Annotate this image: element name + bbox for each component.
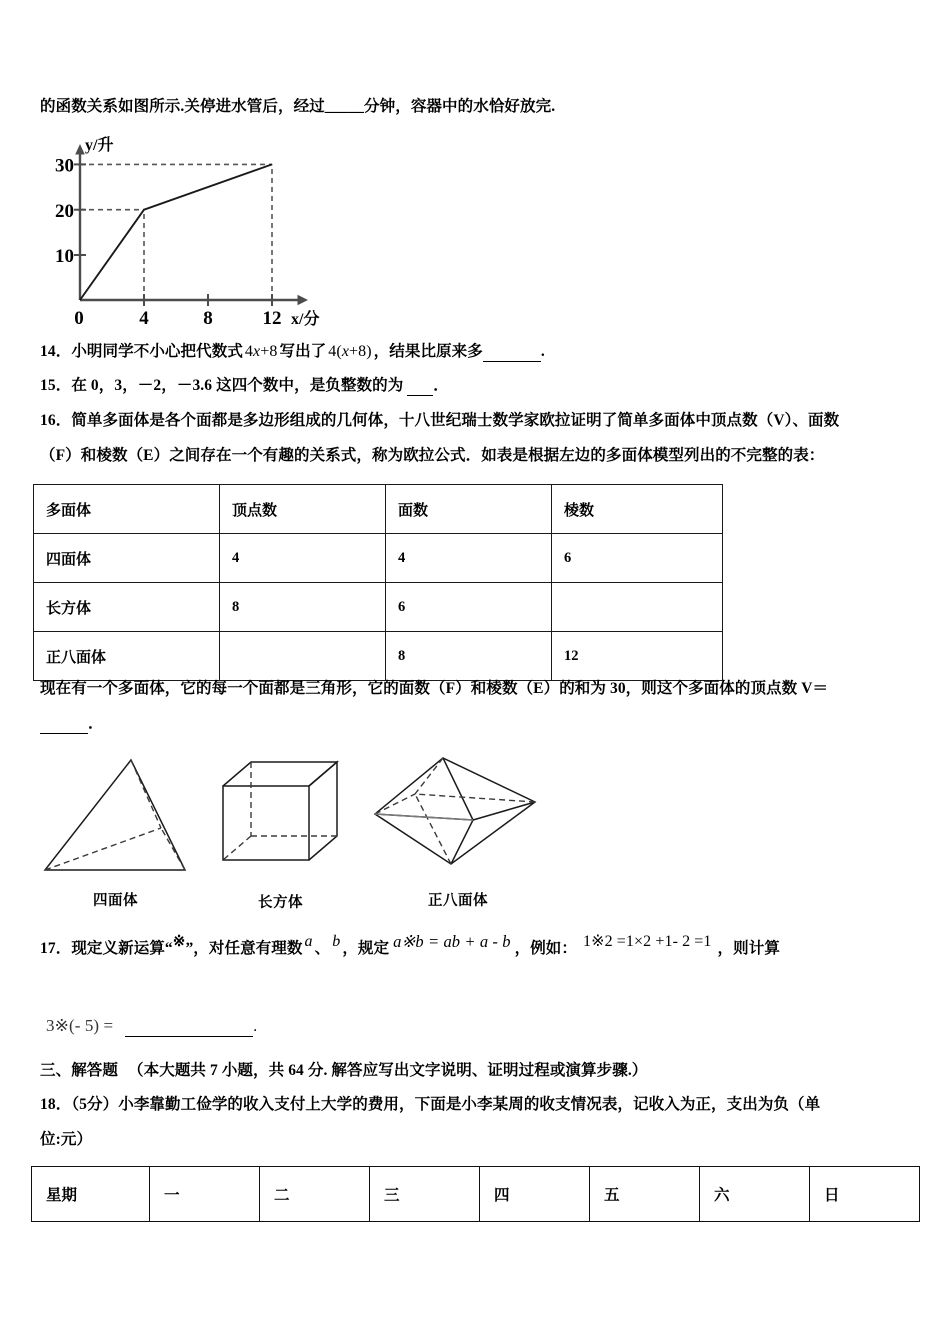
- ytick-30: 30: [55, 155, 74, 177]
- table-row: [34, 583, 723, 632]
- q17-part2: ”，对任意有理数: [185, 940, 303, 957]
- tetrahedron-hidden-edges: [45, 760, 185, 870]
- ytick-20: 20: [55, 200, 74, 222]
- q13-tail-line: [40, 98, 555, 117]
- euler-cell-v-octa[interactable]: [220, 632, 386, 681]
- section3-heading: 三、解答题: [40, 1062, 119, 1079]
- octahedron-equator-edge: [375, 814, 473, 820]
- q17-sep1: 、: [314, 940, 331, 957]
- q18-text-line1: 小李靠勤工俭学的收入支付上大学的费用，下面是小李某周的收支情况表，记收入为正，支出为负（单: [118, 1096, 821, 1113]
- table-row: [34, 632, 723, 681]
- euler-cell-e-cuboid[interactable]: [552, 583, 723, 632]
- q14-line: [40, 342, 545, 362]
- tetrahedron-figure: [33, 752, 198, 910]
- xtick-12: 12: [262, 308, 282, 328]
- q16-line2: [40, 447, 824, 466]
- chart-guide-lines: [80, 164, 272, 300]
- week-header-tue: 二: [260, 1167, 370, 1222]
- week-header-thu: 四: [480, 1167, 590, 1222]
- q17-part5: ，则计算: [717, 940, 780, 957]
- cuboid-figure: [198, 754, 363, 912]
- q16-text-line2: （F）和棱数（E）之间存在一个有趣的关系式，称为欧拉公式．如表是根据左边的多面体模型列出的不完整的表：: [40, 447, 825, 464]
- q15-tail: ．: [433, 377, 449, 394]
- euler-cell-v-tetra: 4: [220, 534, 386, 583]
- table-row: [34, 534, 723, 583]
- q14-part1: 小明同学不小心把代数式: [71, 343, 243, 360]
- q17-operator-symbol: ※: [172, 934, 186, 950]
- q14-expression-wrong: 4(x+8): [328, 343, 372, 360]
- euler-cell-f-octa: 8: [386, 632, 552, 681]
- week-header-sat: 六: [700, 1167, 810, 1222]
- xtick-0: 0: [74, 308, 84, 328]
- weekly-income-table: [31, 1166, 920, 1222]
- euler-header-solid: 多面体: [34, 485, 220, 534]
- q17-tail: .: [253, 1018, 258, 1035]
- chart-tick-labels: [55, 156, 282, 329]
- q16-text-line1: 简单多面体是各个面都是多边形组成的几何体，十八世纪瑞士数学家欧拉证明了简单多面体中顶点数（V）、面数: [71, 412, 840, 429]
- ytick-10: 10: [55, 246, 74, 267]
- q17-line1: [40, 932, 780, 959]
- q17-line2: [46, 1016, 257, 1037]
- q16-line1: [40, 412, 839, 431]
- q17-part3: ，规定: [342, 940, 390, 957]
- q14-number: 14．: [40, 343, 72, 360]
- section3-heading-line: [40, 1062, 647, 1081]
- q15-line: [40, 377, 449, 396]
- q15-number: 15．: [40, 377, 72, 394]
- cuboid-caption: 长方体: [258, 895, 303, 911]
- week-header-wed: 三: [370, 1167, 480, 1222]
- water-volume-chart: [52, 128, 332, 328]
- q14-answer-blank[interactable]: [483, 347, 541, 362]
- q16-after-table-line2: [40, 715, 104, 734]
- cuboid-svg: [198, 754, 363, 884]
- q15-text: 在 0，3，－2，－3.6 这四个数中，是负整数的为: [71, 377, 404, 394]
- xtick-4: 4: [139, 308, 149, 328]
- week-header-label: 星期: [32, 1167, 150, 1222]
- euler-cell-f-tetra: 4: [386, 534, 552, 583]
- polyhedra-models-row: [33, 752, 553, 912]
- euler-polyhedra-table: [33, 484, 723, 681]
- chart-y-axis: [74, 144, 86, 300]
- chart-x-axis: [80, 294, 308, 306]
- q17-part1: 现定义新运算“: [71, 940, 173, 957]
- euler-header-edges: 棱数: [552, 485, 723, 534]
- q17-var-a: a: [304, 933, 313, 950]
- euler-cell-name-cuboid: 长方体: [34, 583, 220, 632]
- q17-number: 17．: [40, 940, 72, 957]
- euler-cell-name-octa: 正八面体: [34, 632, 220, 681]
- chart-svg: [52, 128, 332, 328]
- chart-xlabel: x/分: [291, 311, 320, 328]
- q18-line2: [40, 1131, 92, 1150]
- tetrahedron-svg: [33, 752, 198, 882]
- q16-answer-blank[interactable]: [40, 719, 88, 734]
- q16-after-text2: ．: [88, 715, 104, 732]
- week-header-mon: 一: [150, 1167, 260, 1222]
- q18-number: 18．: [40, 1096, 72, 1113]
- tetrahedron-caption: 四面体: [93, 893, 138, 909]
- q16-number: 16．: [40, 412, 72, 429]
- q17-var-b: b: [332, 933, 341, 950]
- q17-part4: ，例如：: [514, 940, 577, 957]
- octahedron-caption: 正八面体: [428, 893, 488, 909]
- table-header-row: [34, 485, 723, 534]
- q14-part3: ，结果比原来多: [373, 343, 483, 360]
- octahedron-hidden-edges: [375, 758, 535, 864]
- week-header-fri: 五: [590, 1167, 700, 1222]
- q17-question-expression: 3※(- 5) =: [46, 1016, 114, 1035]
- q14-expression-original: 4x+8: [244, 343, 278, 360]
- octahedron-svg: [363, 752, 553, 882]
- table-header-row: [32, 1167, 920, 1222]
- q13-tail-text: 的函数关系如图所示.关停进水管后，经过_____分钟，容器中的水恰好放完.: [40, 98, 556, 115]
- euler-cell-name-tetra: 四面体: [34, 534, 220, 583]
- q16-after-table-line1: [40, 680, 828, 699]
- euler-cell-v-cuboid: 8: [220, 583, 386, 632]
- euler-cell-e-tetra: 6: [552, 534, 723, 583]
- section3-note: （本大题共 7 小题，共 64 分. 解答应写出文字说明、证明过程或演算步骤.）: [128, 1062, 648, 1079]
- q18-score: （5分）: [71, 1096, 119, 1113]
- euler-cell-f-cuboid: 6: [386, 583, 552, 632]
- q18-text-line2: 位:元）: [40, 1131, 93, 1148]
- euler-cell-e-octa: 12: [552, 632, 723, 681]
- xtick-8: 8: [203, 308, 213, 328]
- q14-part2: 写出了: [279, 343, 327, 360]
- octahedron-figure: [363, 752, 553, 910]
- euler-header-vertices: 顶点数: [220, 485, 386, 534]
- q17-answer-blank[interactable]: [125, 1021, 253, 1037]
- q18-line1: [40, 1096, 820, 1115]
- q15-answer-blank[interactable]: [407, 381, 433, 396]
- q17-rule-expression: a※b = ab + a - b: [393, 932, 511, 951]
- q16-after-text1: 现在有一个多面体，它的每一个面都是三角形，它的面数（F）和棱数（E）的和为 30，则这个多面体的顶点数 V＝: [40, 680, 829, 697]
- week-header-sun: 日: [810, 1167, 920, 1222]
- chart-data-series: [80, 164, 272, 300]
- q14-tail: .: [540, 343, 545, 360]
- chart-ylabel: y/升: [85, 137, 114, 154]
- euler-header-faces: 面数: [386, 485, 552, 534]
- q17-example-expression: 1※2 =1×2 +1- 2 =1: [583, 933, 712, 950]
